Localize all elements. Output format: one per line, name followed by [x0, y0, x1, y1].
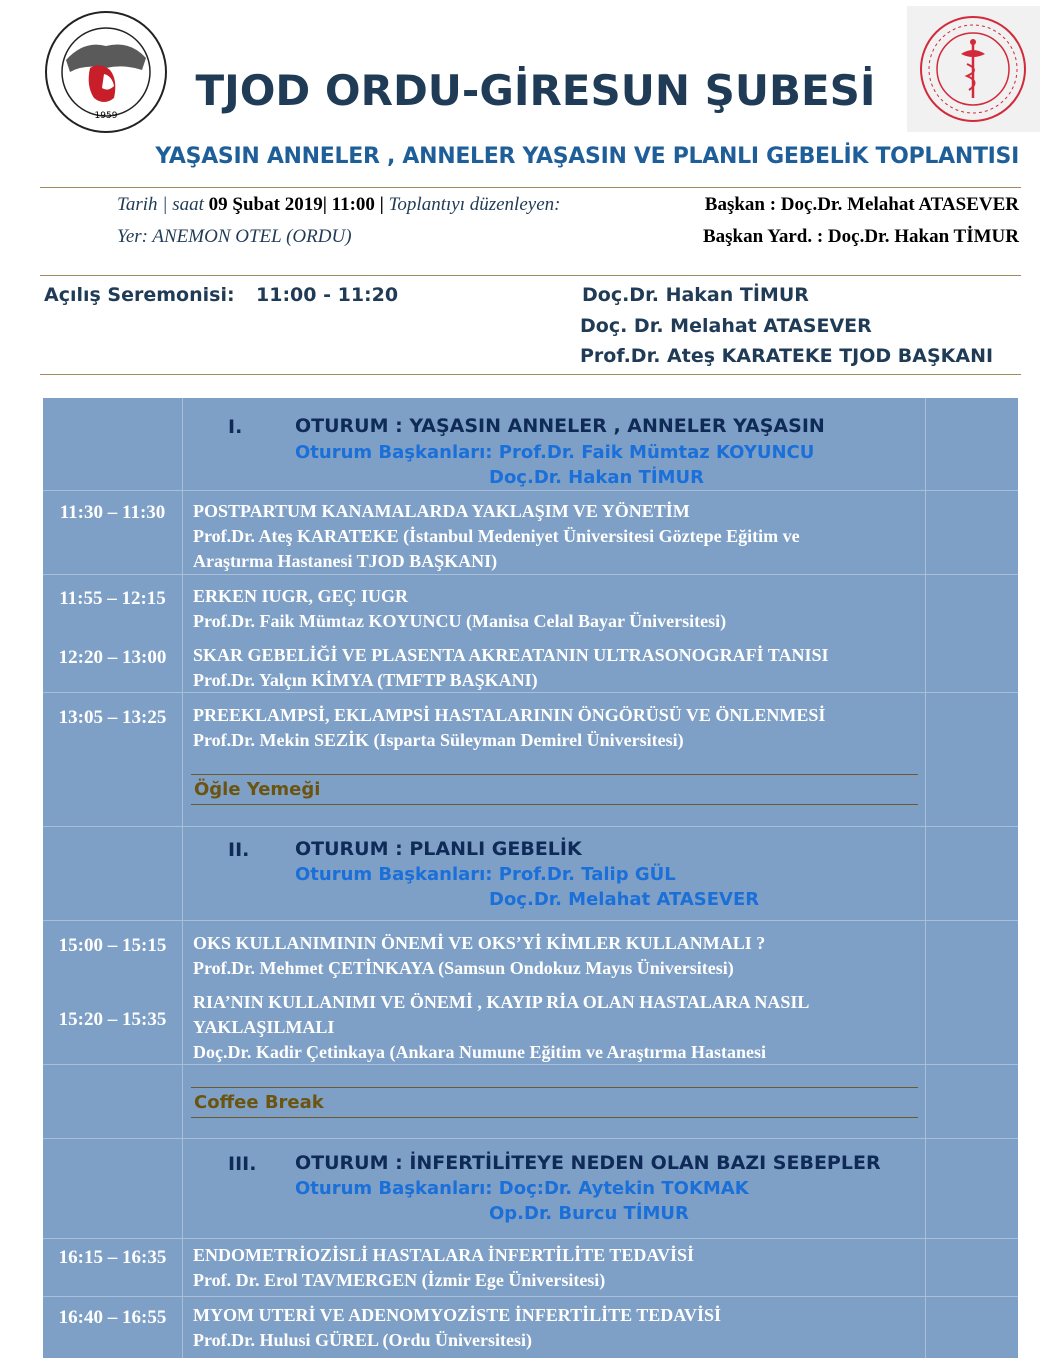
coffee-label: Coffee Break — [194, 1092, 324, 1113]
column-divider — [925, 398, 926, 1358]
meeting-subtitle: YAŞASIN ANNELER , ANNELER YAŞASIN VE PLANLI GEBELİK TOPLANTISI — [155, 144, 1019, 169]
talk-item — [193, 990, 809, 1065]
talk-time: 11:30 – 11:30 — [59, 502, 166, 523]
talk-speaker: Prof.Dr. Hulusi GÜREL (Ordu Üniversitesi) — [193, 1330, 533, 1350]
opening-speaker: Prof.Dr. Ateş KARATEKE TJOD BAŞKANI — [580, 345, 994, 367]
lunch-label: Öğle Yemeği — [194, 779, 321, 800]
talk-speaker: Prof.Dr. Ateş KARATEKE (İstanbul Medeniyet Üniversitesi Göztepe Eğitim ve — [193, 526, 800, 546]
session-chair: Doç.Dr. Hakan TİMUR — [489, 467, 704, 488]
row-divider — [43, 574, 1018, 575]
row-divider — [43, 920, 1018, 921]
session-chairs: Oturum Başkanları: Doç:Dr. Aytekin TOKMAK — [295, 1178, 749, 1199]
talk-speaker: Prof.Dr. Faik Mümtaz KOYUNCU (Manisa Celal Bayar Üniversitesi) — [193, 611, 727, 631]
chair-line: Başkan : Doç.Dr. Melahat ATASEVER — [704, 194, 1019, 215]
talk-title: YAKLAŞILMALI — [193, 1017, 335, 1037]
session-title: OTURUM : YAŞASIN ANNELER , ANNELER YAŞASIN — [295, 415, 825, 437]
session-number: I. — [228, 416, 243, 438]
session-title: OTURUM : PLANLI GEBELİK — [295, 838, 582, 860]
row-divider — [43, 1296, 1018, 1297]
vice-chair-line: Başkan Yard. : Doç.Dr. Hakan TİMUR — [702, 226, 1019, 247]
opening-label: Açılış Seremonisi: — [44, 284, 235, 306]
row-divider — [43, 1138, 1018, 1139]
session-chairs: Oturum Başkanları: Prof.Dr. Faik Mümtaz KOYUNCU — [295, 442, 815, 463]
row-divider — [43, 826, 1018, 827]
opening-speaker: Doç. Dr. Melahat ATASEVER — [580, 315, 872, 337]
session-chair: Op.Dr. Burcu TİMUR — [489, 1203, 689, 1224]
talk-item — [193, 1243, 694, 1293]
lunch-break — [191, 774, 918, 805]
divider — [40, 187, 1021, 188]
talk-item — [193, 931, 765, 981]
talk-title: ERKEN IUGR, GEÇ IUGR — [193, 586, 409, 606]
talk-item — [193, 499, 800, 574]
date-line: Tarih | saat 09 Şubat 2019| 11:00 | Toplantıyı düzenleyen: — [117, 194, 561, 215]
talk-time: 16:40 – 16:55 — [58, 1307, 167, 1328]
venue-line: Yer: ANEMON OTEL (ORDU) — [117, 226, 352, 247]
row-divider — [43, 1238, 1018, 1239]
talk-speaker: Araştırma Hastanesi TJOD BAŞKANI) — [193, 551, 498, 571]
talk-title: MYOM UTERİ VE ADENOMYOZİSTE İNFERTİLİTE TEDAVİSİ — [193, 1305, 721, 1325]
session-number: III. — [228, 1153, 257, 1175]
logo-year: 1959 — [94, 111, 118, 121]
talk-speaker: Prof.Dr. Yalçın KİMYA (TMFTP BAŞKANI) — [193, 670, 538, 690]
session-number: II. — [228, 839, 250, 861]
talk-item — [193, 703, 825, 753]
talk-title: RIA’NIN KULLANIMI VE ÖNEMİ , KAYIP RİA OLAN HASTALARA NASIL — [193, 992, 810, 1012]
talk-speaker: Prof.Dr. Mehmet ÇETİNKAYA (Samsun Ondokuz Mayıs Üniversitesi) — [193, 958, 734, 978]
divider — [40, 374, 1021, 375]
talk-time: 12:20 – 13:00 — [58, 647, 167, 668]
talk-title: PREEKLAMPSİ, EKLAMPSİ HASTALARININ ÖNGÖRÜSÜ VE ÖNLENMESİ — [193, 705, 826, 725]
session-title: OTURUM : İNFERTİLİTEYE NEDEN OLAN BAZI SEBEPLER — [295, 1152, 881, 1174]
talk-item — [193, 1303, 721, 1353]
session-chair: Doç.Dr. Melahat ATASEVER — [489, 889, 760, 910]
talk-time: 13:05 – 13:25 — [58, 707, 167, 728]
talk-title: SKAR GEBELİĞİ VE PLASENTA AKREATANIN ULTRASONOGRAFİ TANISI — [193, 645, 829, 665]
session-chairs: Oturum Başkanları: Prof.Dr. Talip GÜL — [295, 864, 676, 885]
opening-time: 11:00 - 11:20 — [256, 284, 399, 306]
coffee-break — [191, 1087, 918, 1118]
talk-speaker: Prof. Dr. Erol TAVMERGEN (İzmir Ege Üniversitesi) — [193, 1270, 606, 1290]
talk-time: 15:00 – 15:15 — [58, 935, 167, 956]
talk-title: POSTPARTUM KANAMALARDA YAKLAŞIM VE YÖNETİM — [193, 501, 690, 521]
talk-item — [193, 643, 829, 693]
talk-title: ENDOMETRİOZİSLİ HASTALARA İNFERTİLİTE TEDAVİSİ — [193, 1245, 695, 1265]
page-title: TJOD ORDU-GİRESUN ŞUBESİ — [195, 66, 876, 115]
talk-item — [193, 584, 726, 634]
program-table — [43, 398, 1018, 1358]
talk-time: 15:20 – 15:35 — [58, 1009, 167, 1030]
talk-title: OKS KULLANIMININ ÖNEMİ VE OKS’Yİ KİMLER KULLANMALI ? — [193, 933, 766, 953]
column-divider — [182, 398, 183, 1358]
row-divider — [43, 490, 1018, 491]
talk-speaker: Doç.Dr. Kadir Çetinkaya (Ankara Numune Eğitim ve Araştırma Hastanesi — [193, 1042, 766, 1062]
divider — [40, 275, 1021, 276]
talk-time: 16:15 – 16:35 — [58, 1247, 167, 1268]
talk-time: 11:55 – 12:15 — [59, 588, 166, 609]
opening-speaker: Doç.Dr. Hakan TİMUR — [582, 284, 809, 306]
talk-speaker: Prof.Dr. Mekin SEZİK (Isparta Süleyman Demirel Üniversitesi) — [193, 730, 684, 750]
